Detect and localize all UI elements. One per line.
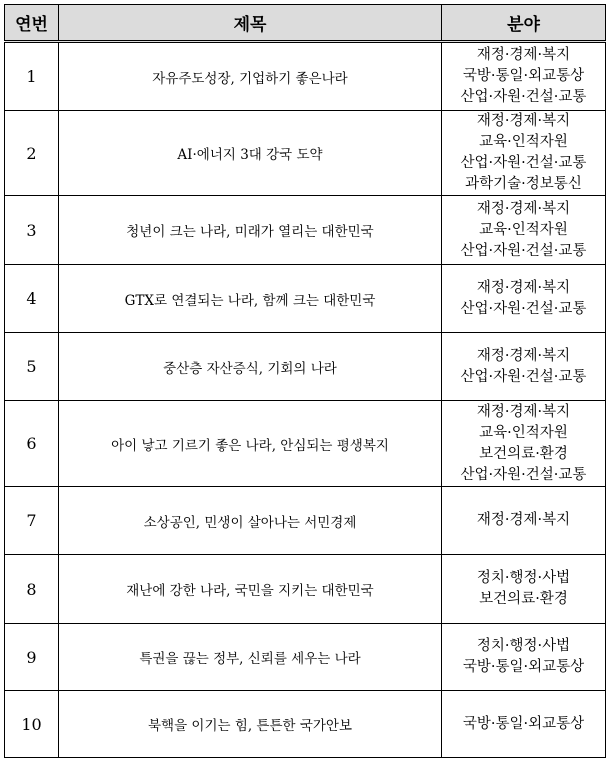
row-fields [442,333,606,401]
field-item: 재정·경제·복지 [476,47,571,63]
field-item: 과학기술·정보통신 [465,176,582,192]
field-item: 산업·자원·건설·교통 [460,466,587,483]
field-item: 재정·경제·복지 [476,403,571,420]
row-title: 아이 낳고 기르기 좋은 나라, 안심되는 평생복지 [59,401,442,487]
field-item: 정치·행정·사법 [476,638,571,654]
row-fields [442,111,606,196]
row-title: 재난에 강한 나라, 국민을 지키는 대한민국 [59,555,442,624]
field-item: 산업·자원·건설·교통 [460,300,587,317]
field-item: 재정·경제·복지 [476,347,571,364]
row-fields [442,401,606,487]
row-num: 2 [5,111,59,196]
table-body [5,42,606,758]
field-item: 국방·통일·외교통상 [462,68,585,84]
table-row [5,196,606,265]
row-title: 청년이 크는 나라, 미래가 열리는 대한민국 [59,196,442,265]
row-num: 1 [5,42,59,111]
header-row [5,5,606,42]
row-num: 4 [5,265,59,333]
row-fields [442,624,606,691]
row-fields [442,42,606,111]
field-item: 보건의료·환경 [479,445,568,462]
field-item: 교육·인적자원 [479,134,568,150]
row-num: 10 [5,691,59,758]
row-title: 소상공인, 민생이 살아나는 서민경제 [59,487,442,555]
row-num: 5 [5,333,59,401]
field-item: 보건의료·환경 [479,591,568,607]
table-row [5,265,606,333]
row-title: 중산층 자산증식, 기회의 나라 [59,333,442,401]
row-title: 북핵을 이기는 힘, 튼튼한 국가안보 [59,691,442,758]
field-item: 정치·행정·사법 [476,570,571,586]
row-fields [442,555,606,624]
field-item: 국방·통일·외교통상 [462,715,585,732]
table-row [5,111,606,196]
table-row [5,333,606,401]
row-fields [442,691,606,758]
field-item: 재정·경제·복지 [476,113,571,129]
field-item: 교육·인적자원 [479,424,568,441]
header-field: 분야 [442,5,606,42]
row-title: GTX로 연결되는 나라, 함께 크는 대한민국 [59,265,442,333]
row-num: 7 [5,487,59,555]
header-num: 연번 [5,5,59,42]
row-num: 6 [5,401,59,487]
field-item: 산업·자원·건설·교통 [460,155,587,171]
field-item: 재정·경제·복지 [476,279,571,296]
row-num: 3 [5,196,59,265]
field-item: 교육·인적자원 [479,221,568,238]
field-item: 산업·자원·건설·교통 [460,368,587,385]
field-item: 산업·자원·건설·교통 [460,89,587,105]
table-row [5,691,606,758]
field-item: 재정·경제·복지 [476,200,571,217]
field-item: 산업·자원·건설·교통 [460,242,587,259]
table-row [5,487,606,555]
row-num: 8 [5,555,59,624]
field-item: 재정·경제·복지 [476,512,571,528]
field-item: 국방·통일·외교통상 [462,659,585,675]
policy-table [4,4,606,758]
row-fields [442,196,606,265]
row-num: 9 [5,624,59,691]
table-row [5,624,606,691]
table-row [5,401,606,487]
row-title: AI·에너지 3대 강국 도약 [59,111,442,196]
row-fields [442,265,606,333]
row-title: 특권을 끊는 정부, 신뢰를 세우는 나라 [59,624,442,691]
table-row [5,555,606,624]
row-fields [442,487,606,555]
row-title: 자유주도성장, 기업하기 좋은나라 [59,42,442,111]
header-title: 제목 [59,5,442,42]
table-row [5,42,606,111]
